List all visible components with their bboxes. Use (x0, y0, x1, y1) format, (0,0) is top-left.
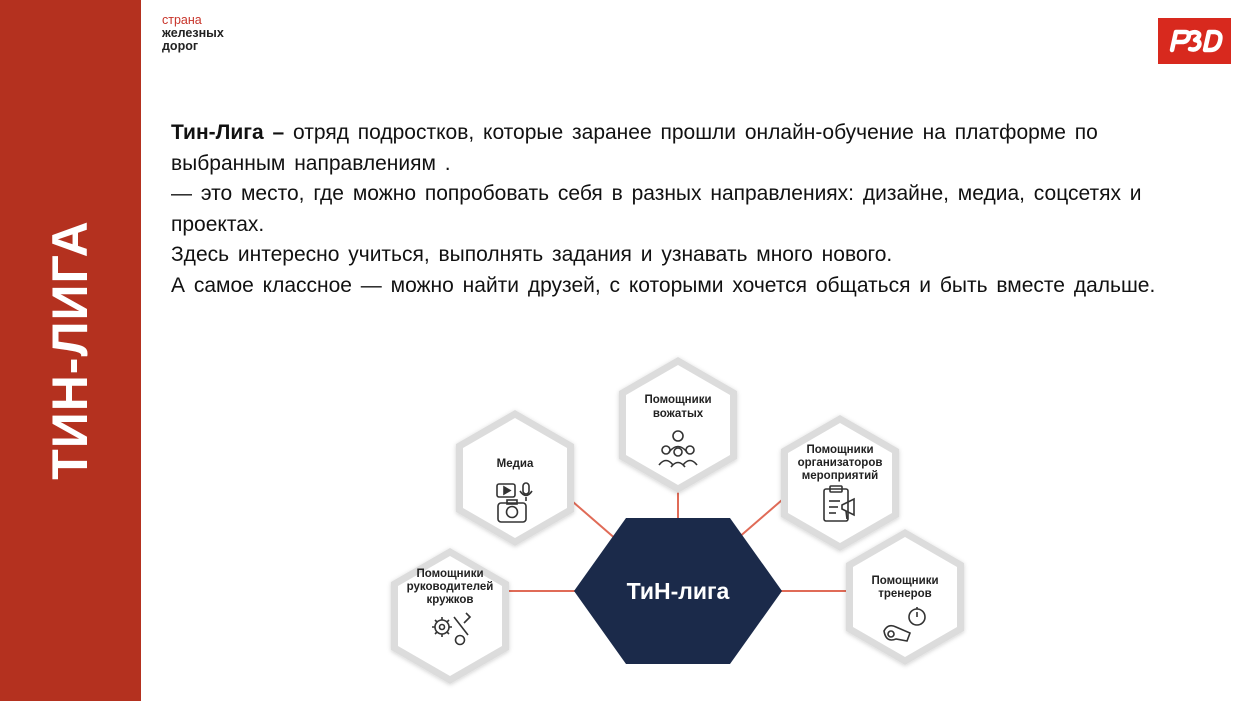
brand-wordmark (162, 14, 224, 53)
node-kruzhki (391, 548, 509, 684)
node-label-2c: мероприятий (801, 470, 879, 482)
node-label-0b: вожатых (652, 408, 704, 420)
node-label-1a: Медиа (496, 458, 534, 470)
node-label-4a: Помощники (871, 575, 939, 587)
vertical-title: ТИН-ЛИГА (42, 220, 98, 480)
center-node (574, 518, 782, 664)
node-label-4b: тренеров (878, 588, 932, 600)
node-organizatory (781, 415, 899, 551)
node-vozhatye (619, 357, 737, 493)
tin-liga-diagram (380, 355, 980, 701)
paragraph-1-rest: отряд подростков, которые заранее прошли онлайн-обучение на платформе по выбранным направлениям . (171, 121, 1098, 175)
node-media (456, 410, 574, 546)
node-label-2b: организаторов (797, 457, 883, 469)
left-sidebar (0, 0, 141, 701)
node-label-2a: Помощники (806, 444, 874, 456)
node-label-0a: Помощники (644, 394, 712, 406)
paragraph-4: А самое классное — можно найти друзей, с которыми хочется общаться и быть вместе дальше. (171, 273, 1156, 297)
center-label: ТиН-лига (626, 578, 730, 604)
node-label-3c: кружков (426, 594, 474, 606)
rzd-logo-icon (1158, 18, 1231, 64)
paragraph-3: Здесь интересно учиться, выполнять задания и узнавать много нового. (171, 243, 893, 266)
node-label-3b: руководителей (406, 581, 494, 593)
brand-line-2: железных (162, 26, 224, 40)
description-text (171, 118, 1216, 301)
term-bold: Тин-Лига – (171, 121, 285, 144)
node-label-3a: Помощники (416, 568, 484, 580)
node-trenery (846, 529, 964, 665)
paragraph-2: — это место, где можно попробовать себя в разных направлениях: дизайне, медиа, соцсетях и проектах. (171, 182, 1142, 236)
paragraph-1 (171, 118, 1216, 179)
brand-line-3: дорог (162, 39, 199, 53)
brand-line-1: страна (162, 13, 202, 27)
